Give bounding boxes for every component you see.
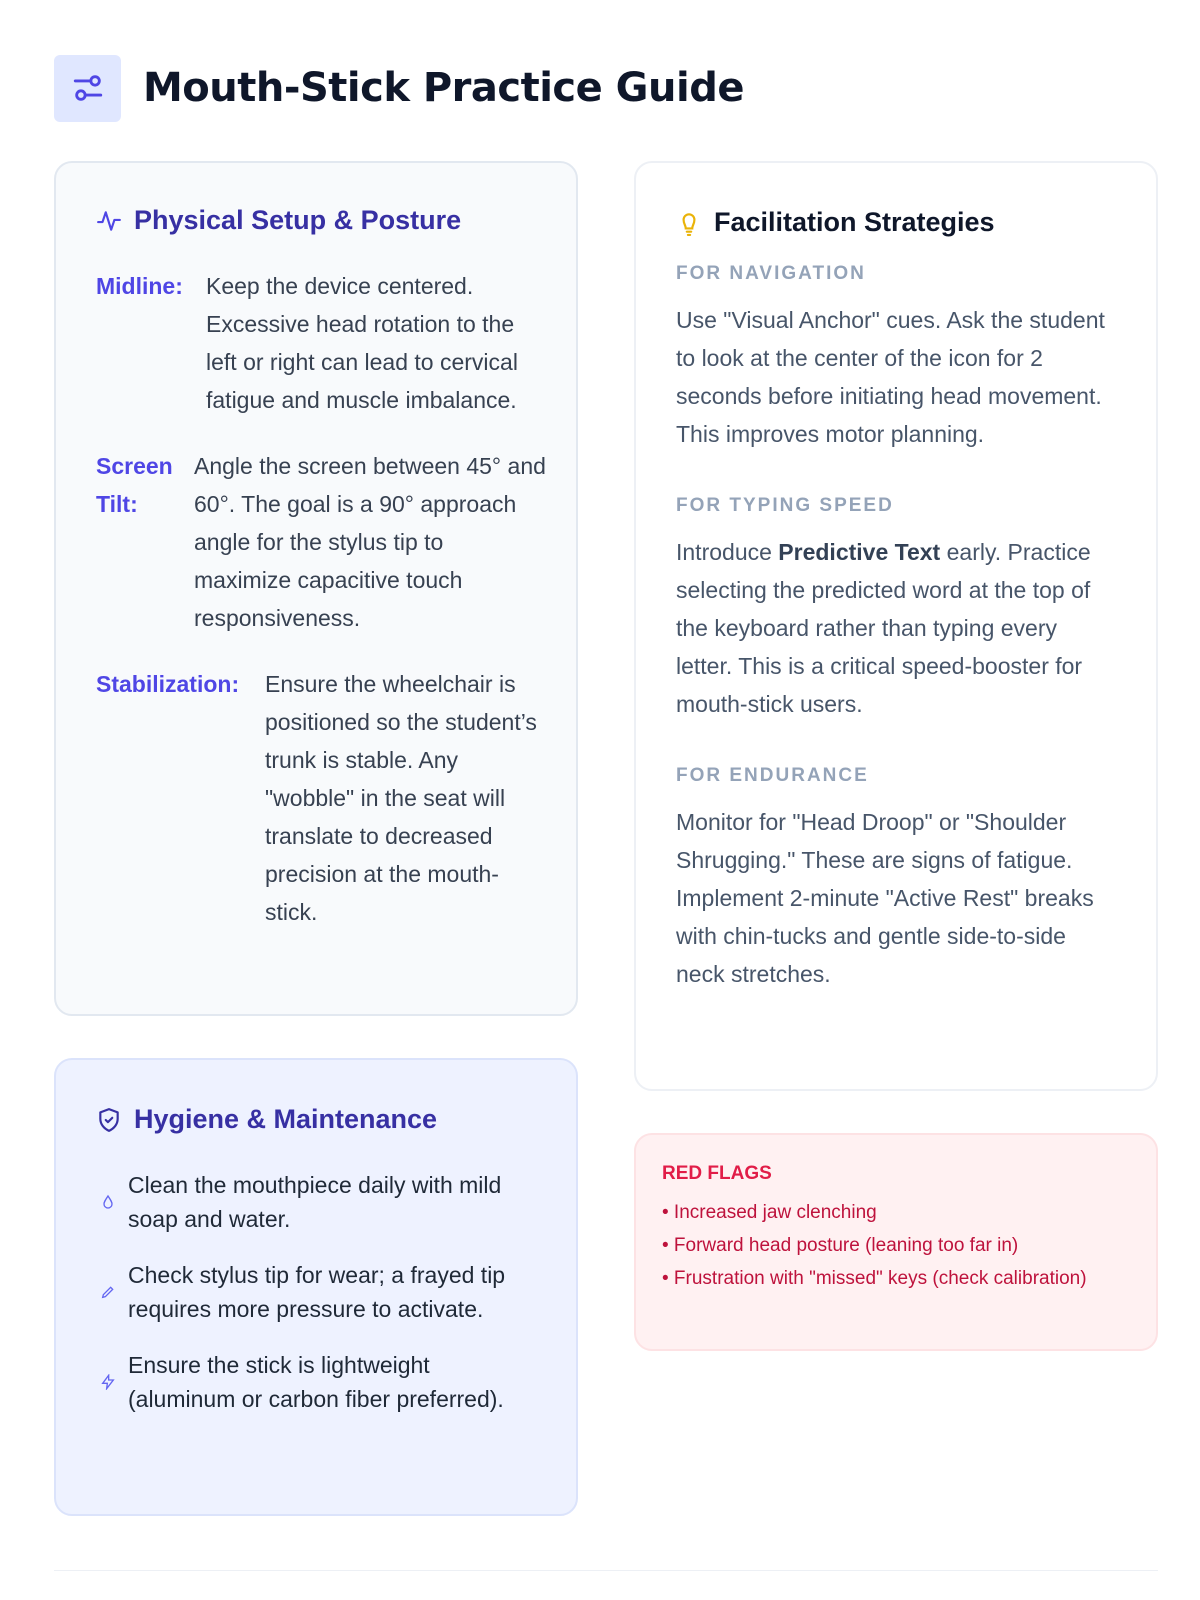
hygiene-item <box>96 1168 536 1236</box>
red-flag-item: • Forward head posture (leaning too far in) <box>662 1235 1019 1256</box>
sliders-icon <box>54 55 121 122</box>
strategy-label: FOR ENDURANCE <box>676 765 869 786</box>
strategy-label: FOR TYPING SPEED <box>676 495 894 516</box>
physical-setup-title: Physical Setup & Posture <box>134 205 462 235</box>
hygiene-item-text: Check stylus tip for wear; a frayed tip requires more pressure to activate. <box>128 1262 506 1322</box>
hygiene-item-text: Clean the mouthpiece daily with mild soap and water. <box>128 1172 502 1232</box>
setup-description: Ensure the wheelchair is positioned so the student’s trunk is stable. Any "wobble" in the seat will translate to decreased precision at the mouth-stick. <box>265 671 537 925</box>
setup-item-stabilization <box>96 665 546 931</box>
red-flag-item: • Frustration with "missed" keys (check calibration) <box>662 1268 1087 1289</box>
hygiene-item-text: Ensure the stick is lightweight (aluminum or carbon fiber preferred). <box>128 1352 504 1412</box>
lightning-icon <box>96 1374 120 1390</box>
setup-list <box>96 267 546 959</box>
red-flags-list <box>662 1199 1102 1298</box>
pencil-icon <box>96 1284 120 1300</box>
page-header <box>54 54 744 122</box>
hygiene-heading <box>96 1104 437 1135</box>
footer-divider <box>54 1570 1158 1571</box>
strategies-list <box>676 263 1116 1035</box>
setup-term: Stabilization: <box>96 671 240 697</box>
setup-term: Screen Tilt: <box>96 453 173 517</box>
lightbulb-icon <box>676 210 702 236</box>
strategies-heading <box>676 207 995 238</box>
setup-item-screen-tilt <box>96 447 546 637</box>
setup-item-midline <box>96 267 546 419</box>
physical-setup-heading <box>96 205 461 236</box>
red-flag-item: • Increased jaw clenching <box>662 1202 877 1223</box>
strategy-highlight: Predictive Text <box>778 539 941 565</box>
setup-description: Angle the screen between 45° and 60°. The goal is a 90° approach angle for the stylus tip to maximize capacitive touch responsiveness. <box>194 453 546 631</box>
hygiene-item <box>96 1348 536 1416</box>
hygiene-title: Hygiene & Maintenance <box>134 1104 438 1134</box>
hygiene-item <box>96 1258 536 1326</box>
red-flags-title: RED FLAGS <box>662 1163 772 1184</box>
facilitation-strategies-card <box>634 161 1158 1091</box>
droplet-icon <box>96 1194 120 1210</box>
strategy-text: Use "Visual Anchor" cues. Ask the student to look at the center of the icon for 2 seconds before initiating head movement. This improves motor planning. <box>676 307 1105 447</box>
strategy-label: FOR NAVIGATION <box>676 263 866 284</box>
physical-setup-card <box>54 161 578 1016</box>
page-title: Mouth-Stick Practice Guide <box>143 65 744 111</box>
strategies-title: Facilitation Strategies <box>714 207 995 237</box>
shield-check-icon <box>96 1107 122 1133</box>
strategy-endurance <box>676 765 1116 993</box>
strategy-navigation <box>676 263 1116 453</box>
red-flags-card <box>634 1133 1158 1351</box>
strategy-text: Monitor for "Head Droop" or "Shoulder Shrugging." These are signs of fatigue. Implement 2-minute "Active Rest" breaks with chin-tucks and gentle side-to-side neck stretches. <box>676 809 1094 987</box>
strategy-text: Introduce Predictive Text early. Practice selecting the predicted word at the top of the keyboard rather than typing every letter. This is a critical speed-booster for mouth-stick users. <box>676 539 1091 717</box>
setup-term: Midline: <box>96 273 183 299</box>
setup-description: Keep the device centered. Excessive head rotation to the left or right can lead to cervical fatigue and muscle imbalance. <box>206 273 518 413</box>
hygiene-card <box>54 1058 578 1516</box>
strategy-typing-speed <box>676 495 1116 723</box>
activity-pulse-icon <box>96 208 122 234</box>
hygiene-list <box>96 1168 536 1438</box>
